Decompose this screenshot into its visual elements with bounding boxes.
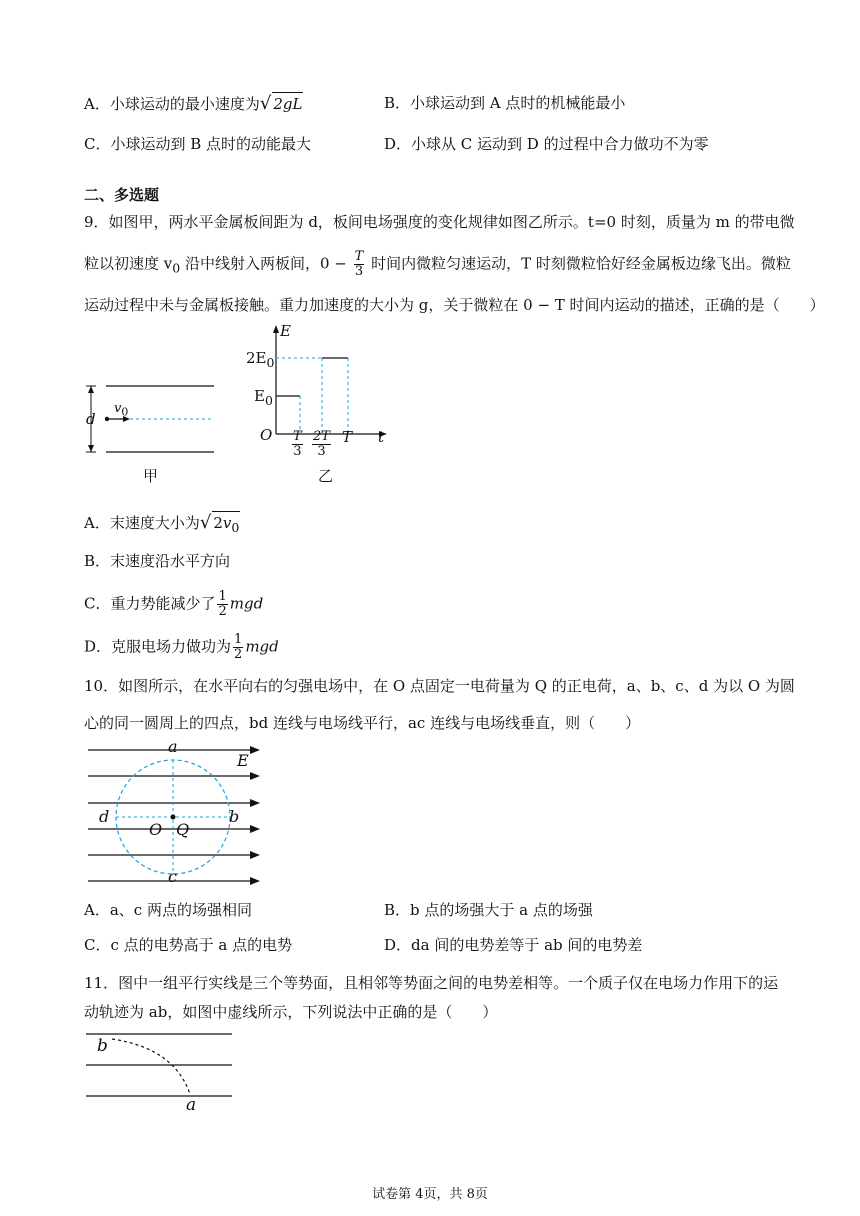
q10-stem-line2: 心的同一圆周上的四点，bd 连线与电场线平行，ac 连线与电场线垂直，则（ ） bbox=[84, 714, 641, 732]
field-e-label: E bbox=[237, 751, 249, 770]
section-heading-multiple-choice: 二、多选题 bbox=[84, 186, 160, 204]
figure-yi-caption: 乙 bbox=[318, 467, 334, 485]
point-o-label: O bbox=[149, 820, 163, 839]
origin-label: O bbox=[260, 426, 273, 444]
tick-e0: $E_0$ bbox=[254, 387, 273, 408]
tick-t-over-3: $\frac{T}{3}$ bbox=[293, 429, 302, 459]
point-b-label-q11: b bbox=[97, 1036, 108, 1056]
q10-option-a: A．a、c 两点的场强相同 bbox=[84, 901, 252, 919]
point-b-label: b bbox=[229, 807, 240, 826]
q10-option-b: B．b 点的场强大于 a 点的场强 bbox=[384, 901, 593, 919]
figure-q11-equipotentials bbox=[84, 1028, 244, 1118]
point-c-label: c bbox=[168, 867, 177, 886]
q10-option-c: C．c 点的电势高于 a 点的电势 bbox=[84, 936, 293, 954]
q10-option-d: D．da 间的电势差等于 ab 间的电势差 bbox=[384, 936, 643, 954]
q8-option-b: B．小球运动到 A 点时的机械能最小 bbox=[384, 94, 626, 112]
v0-label: $v_0$ bbox=[114, 401, 129, 419]
figure-jia-caption: 甲 bbox=[143, 467, 159, 485]
q9-stem-line2: 粒以初速度 $v_0$ 沿中线射入两板间，0 − $\frac{T}{3}$ 时间内微粒匀速运动，T 时刻微粒恰好经金属板边缘飞出。微粒 bbox=[84, 249, 791, 279]
q8-option-d: D．小球从 C 运动到 D 的过程中合力做功不为零 bbox=[384, 135, 709, 153]
charge-q bbox=[171, 815, 176, 820]
q11-stem-line1: 11．图中一组平行实线是三个等势面，且相邻等势面之间的电势差相等。一个质子仅在电场力作用下的运 bbox=[84, 974, 779, 992]
page-footer: 试卷第 4页，共 8页 bbox=[372, 1187, 488, 1202]
charge-q-label: Q bbox=[176, 820, 190, 839]
axis-e-label: E bbox=[280, 322, 291, 340]
q9-option-c: C．重力势能减少了 $\frac{1}{2}$ mgd bbox=[84, 589, 264, 619]
q9-stem-line1: 9．如图甲，两水平金属板间距为 d，板间电场强度的变化规律如图乙所示。t=0 时刻，质量为 m 的带电微 bbox=[84, 213, 795, 231]
q10-stem-line1: 10．如图所示，在水平向右的匀强电场中，在 O 点固定一电荷量为 Q 的正电荷，a、b、c、d 为以 O 为圆 bbox=[84, 677, 795, 695]
q9-option-b: B．末速度沿水平方向 bbox=[84, 552, 231, 570]
tick-t: T bbox=[342, 428, 353, 446]
q9-option-a: A．末速度大小为√ $2v_0$ bbox=[84, 511, 240, 539]
d-label: d bbox=[86, 410, 96, 428]
tick-2e0: $2E_0$ bbox=[246, 349, 275, 370]
q9-stem-line3: 运动过程中未与金属板接触。重力加速度的大小为 g，关于微粒在 0 − T 时间内运动的描述，正确的是（ ） bbox=[84, 296, 825, 314]
point-a-label: a bbox=[168, 737, 178, 756]
trajectory-ab bbox=[112, 1039, 190, 1094]
fraction-t-over-3: $\frac{T}{3}$ bbox=[354, 249, 364, 279]
q9-option-d: D．克服电场力做功为 $\frac{1}{2}$ mgd bbox=[84, 632, 279, 662]
point-a-label-q11: a bbox=[186, 1095, 197, 1115]
q8-option-a: A．小球运动的最小速度为√ 2gL bbox=[84, 93, 303, 114]
axis-t-label: t bbox=[378, 428, 385, 446]
q8-option-c: C．小球运动到 B 点时的动能最大 bbox=[84, 135, 312, 153]
q11-stem-line2: 动轨迹为 ab，如图中虚线所示，下列说法中正确的是（ ） bbox=[84, 1003, 498, 1021]
point-d-label: d bbox=[99, 807, 110, 826]
tick-2t-over-3: $\frac{2T}{3}$ bbox=[313, 429, 330, 459]
